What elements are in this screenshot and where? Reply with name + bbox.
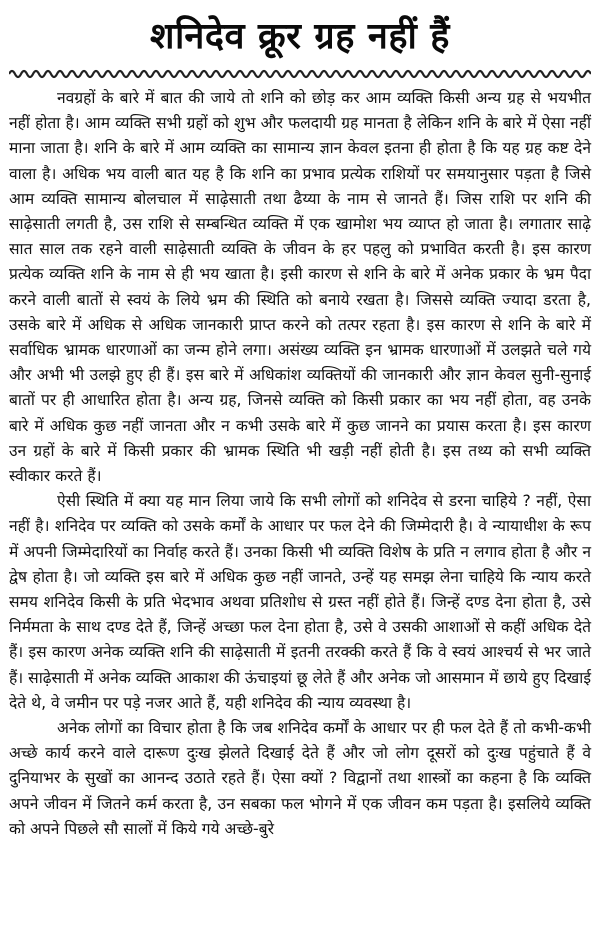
page-title: शनिदेव क्रूर ग्रह नहीं हैं	[150, 16, 450, 57]
paragraph-3: अनेक लोगों का विचार होता है कि जब शनिदेव कर्मों के आधार पर ही फल देते हैं तो कभी-कभी अच्छे कार्य करने वाले दारूण दुःख झेलते दिखाई देते हैं और जो लोग दूसरों को दुःख पहुंचाते हैं वे दुनियाभर के सुखों का आनन्द उठाते रहते हैं। ऐसा क्यों ? विद्वानों तथा शास्त्रों का कहना है कि व्यक्ति अपने जीवन में जितने कर्म करता है, उन सबका फल भोगने में एक जीवन कम पड़ता है। इसलिये व्यक्ति को अपने पिछले सौ सालों में किये गये अच्छे-बुरे	[9, 719, 591, 838]
wavy-divider	[9, 68, 591, 80]
paragraph-1: नवग्रहों के बारे में बात की जाये तो शनि को छोड़ कर आम व्यक्ति किसी अन्य ग्रह से भयभीत नहीं होता है। आम व्यक्ति सभी ग्रहों को शुभ और फलदायी ग्रह मानता है लेकिन शनि के बारे में ऐसा नहीं माना जाता है। शनि के बारे में आम व्यक्ति का सामान्य ज्ञान केवल इतना ही होता है कि यह ग्रह कष्ट देने वाला है। अधिक भय वाली बात यह है कि शनि का प्रभाव प्रत्येक राशियों पर समयानुसार पड़ता है जिसे आम व्यक्ति सामान्य बोलचाल में साढ़ेसाती तथा ढैय्या के नाम से जानते हैं। जिस राशि पर शनि की साढ़ेसाती लगती है, उस राशि से सम्बन्धित व्यक्ति में एक खामोश भय व्याप्त हो जाता है। लगातार साढ़े सात साल तक रहने वाली साढ़ेसाती व्यक्ति के जीवन के हर पहलु को प्रभावित करती है। इस कारण प्रत्येक व्यक्ति शनि के नाम से ही भय खाता है। इसी कारण से शनि के बारे में अनेक प्रकार के भ्रम पैदा करने वाली बातों से स्वयं के लिये भ्रम की स्थिति को बनाये रखता है। जिससे व्यक्ति ज्यादा डरता है, उसके बारे में अधिक से अधिक जानकारी प्राप्त करने को तत्पर रहता है। इस कारण से शनि के बारे में सर्वाधिक भ्रामक धारणाओं का जन्म होने लगा। असंख्य व्यक्ति इन भ्रामक धारणाओं में उलझते चले गये और अभी भी उलझे हुए ही हैं। इस बारे में अधिकांश व्यक्तियों की जानकारी और ज्ञान केवल सुनी-सुनाई बातों पर ही आधारित होता है। अन्य ग्रह, जिनसे व्यक्ति को किसी प्रकार का भय नहीं होता, वह उनके बारे में अधिक कुछ नहीं जानता और न कभी उसके बारे में कुछ जानने का प्रयास करता है। इस कारण उन ग्रहों के बारे में किसी प्रकार की भ्रामक स्थिति भी खड़ी नहीं होती है। इस तथ्य को सभी व्यक्ति स्वीकार करते हैं।	[9, 89, 591, 486]
article-body	[9, 86, 591, 842]
paragraph-2: ऐसी स्थिति में क्या यह मान लिया जाये कि सभी लोगों को शनिदेव से डरना चाहिये ? नहीं, ऐसा नहीं है। शनिदेव पर व्यक्ति को उसके कर्मों के आधार पर फल देने की जिम्मेदारी है। वे न्यायाधीश के रूप में अपनी जिम्मेदारियों का निर्वाह करते हैं। उनका किसी भी व्यक्ति विशेष के प्रति न लगाव होता है और न द्वेष होता है। जो व्यक्ति इस बारे में अधिक कुछ नहीं जानते, उन्हें यह समझ लेना चाहिये कि न्याय करते समय शनिदेव किसी के प्रति भेदभाव अथवा प्रतिशोध से ग्रस्त नहीं होते हैं। जिन्हें दण्ड देना होता है, उसे निर्ममता के साथ दण्ड देते हैं, जिन्हें अच्छा फल देना होता है, उसे वे उसकी आशाओं से कहीं अधिक देते हैं। इस कारण अनेक व्यक्ति शनि की साढ़ेसाती में इतनी तरक्की करते हैं कि वे स्वयं आश्चर्य से भर जाते हैं। साढ़ेसाती में अनेक व्यक्ति आकाश की ऊंचाइयां छू लेते हैं और अनेक जो आसमान में छाये हुए दिखाई देते थे, वे जमीन पर पड़े नजर आते हैं, यही शनिदेव की न्याय व्यवस्था है।	[9, 492, 591, 712]
